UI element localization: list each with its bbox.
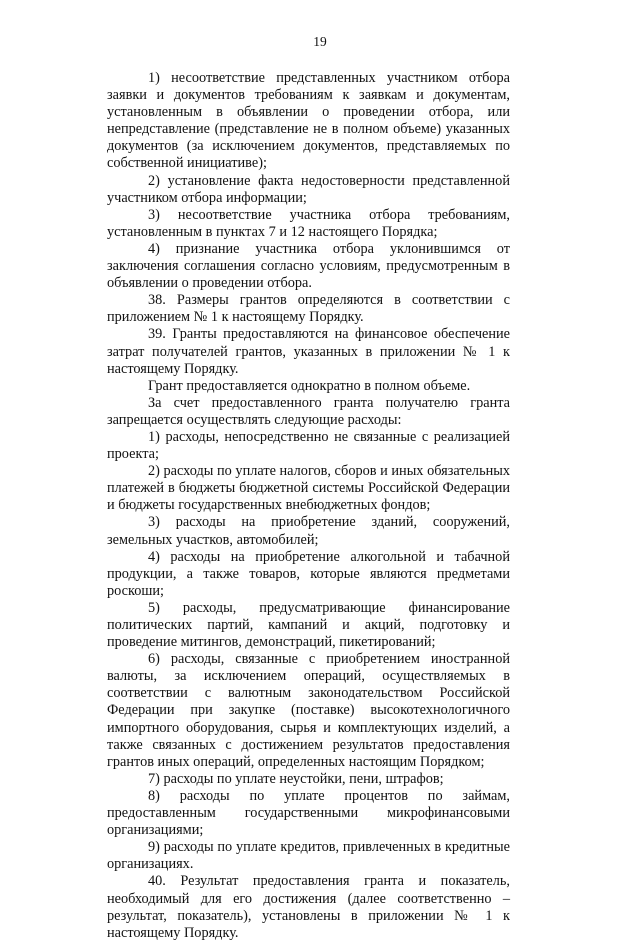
paragraph-expense-4: 4) расходы на приобретение алкогольной и табачной продукции, а также товаров, которые являются предметами роскоши; [107, 548, 510, 599]
paragraph-expense-8: 8) расходы по уплате процентов по займам, предоставленным государственными микрофинансовыми организациями; [107, 787, 510, 839]
paragraph-clause-40: 40. Результат предоставления гранта и показатель, необходимый для его достижения (далее соответственно – результат, показатель), установлены в приложении № 1 к настоящему Порядку. [107, 873, 510, 941]
paragraph-clause-38: 38. Размеры грантов определяются в соответствии с приложением № 1 к настоящему Порядку. [107, 292, 510, 326]
paragraph-clause-39: 39. Гранты предоставляются на финансовое обеспечение затрат получателей грантов, указанных в приложении № 1 к настоящему Порядку. [107, 326, 510, 377]
document-body [107, 70, 510, 942]
paragraph-expense-7: 7) расходы по уплате неустойки, пени, штрафов; [148, 770, 444, 787]
page-number: 19 [313, 34, 327, 49]
paragraph-item-4: 4) признание участника отбора уклонившимся от заключения соглашения согласно условиям, предусмотренным в объявлении о проведении отбора. [107, 240, 510, 292]
paragraph-prohibited-intro: За счет предоставленного гранта получателю гранта запрещается осуществлять следующие расходы: [107, 394, 510, 428]
paragraph-expense-9: 9) расходы по уплате кредитов, привлеченных в кредитные организациях. [107, 839, 510, 873]
paragraph-expense-2: 2) расходы по уплате налогов, сборов и иных обязательных платежей в бюджеты бюджетной системы Российской Федерации и бюджеты государственных внебюджетных фондов; [107, 463, 510, 514]
paragraph-grant-once: Грант предоставляется однократно в полном объеме. [148, 377, 471, 394]
paragraph-item-2: 2) установление факта недостоверности представленной участником отбора информации; [107, 172, 510, 206]
paragraph-expense-5: 5) расходы, предусматривающие финансирование политических партий, кампаний и акций, подготовку и проведение митингов, демонстраций, пикетирований; [107, 599, 510, 651]
paragraph-expense-3: 3) расходы на приобретение зданий, сооружений, земельных участков, автомобилей; [107, 514, 510, 548]
paragraph-expense-6: 6) расходы, связанные с приобретением иностранной валюты, за исключением операций, осуществляемых в соответствии с валютным законодательством Российской Федерации при закупке (поставке) высокотехнологичного импортного оборудования, сырья и комплектующих изделий, а также связанных с достижением результатов предоставления грантов иных операций, определенных настоящим Порядком; [107, 651, 510, 770]
paragraph-item-1: 1) несоответствие представленных участником отбора заявки и документов требованиям к заявкам и документам, установленным в объявлении о проведении отбора, или непредставление (представление не в полном объеме) указанных документов (за исключением документов, представляемых по собственной инициативе); [107, 70, 510, 172]
paragraph-expense-1: 1) расходы, непосредственно не связанные с реализацией проекта; [107, 428, 510, 463]
paragraph-item-3: 3) несоответствие участника отбора требованиям, установленным в пунктах 7 и 12 настоящего Порядка; [107, 206, 510, 240]
